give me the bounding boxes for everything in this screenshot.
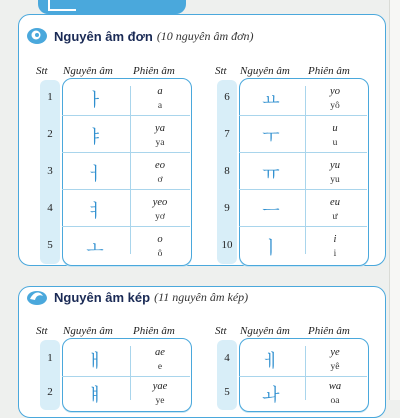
romanization: ae [155, 347, 165, 358]
romanization: eo [155, 160, 165, 171]
phonetic: yu [330, 175, 340, 185]
romanization: yu [330, 160, 340, 171]
row-divider [239, 226, 367, 227]
row-divider [239, 115, 367, 116]
vowel-letter: ㅣ [262, 238, 280, 259]
row-number: 5 [47, 239, 53, 251]
row-number: 2 [47, 386, 53, 398]
row-divider [62, 376, 190, 377]
row-number: 6 [224, 91, 230, 103]
vowel-letter: ㅛ [262, 90, 280, 111]
header-vowel: Nguyên âm [240, 65, 290, 77]
vowel-letter: ㅓ [86, 164, 104, 185]
vowel-letter: ㅕ [86, 201, 104, 222]
vowel-letter: ㅒ [86, 385, 104, 406]
romanization: ye [330, 347, 340, 358]
phonetic: ye [155, 396, 165, 406]
row-number: 4 [224, 352, 230, 364]
romanization: eu [330, 197, 340, 208]
vowel-letter: ㅜ [262, 127, 280, 148]
section2-title: Nguyên âm kép [54, 289, 151, 305]
vowel-letter: ㅏ [86, 90, 104, 111]
phonetic: yô [330, 101, 340, 111]
header-stt: Stt [36, 325, 48, 337]
header-stt: Stt [36, 65, 48, 77]
section1-header [26, 26, 254, 46]
row-divider [239, 152, 367, 153]
row-divider [62, 226, 190, 227]
romanization: i [333, 234, 337, 245]
row-number: 2 [47, 128, 53, 140]
row-number: 7 [224, 128, 230, 140]
section2-header [26, 287, 248, 307]
row-number: 4 [47, 202, 53, 214]
header-vowel: Nguyên âm [63, 325, 113, 337]
romanization: a [157, 86, 163, 97]
vowel-letter: ㅘ [262, 385, 280, 406]
wave-icon [26, 288, 48, 306]
page-edge [389, 0, 400, 400]
romanization: u [332, 123, 338, 134]
header-stt: Stt [215, 65, 227, 77]
header-pronunciation: Phiên âm [133, 325, 175, 337]
header-pronunciation: Phiên âm [133, 65, 175, 77]
romanization: wa [328, 381, 342, 392]
vowel-letter: ㅔ [262, 351, 280, 372]
row-divider [62, 115, 190, 116]
section1-title: Nguyên âm đơn [54, 28, 153, 44]
header-pronunciation: Phiên âm [308, 65, 350, 77]
romanization: ya [155, 123, 165, 134]
header-vowel: Nguyên âm [63, 65, 113, 77]
speech-bubble-icon [26, 27, 48, 45]
row-divider [62, 189, 190, 190]
row-divider [62, 152, 190, 153]
phonetic: i [333, 249, 337, 259]
header-vowel: Nguyên âm [240, 325, 290, 337]
phonetic: yơ [155, 212, 165, 222]
row-divider [239, 189, 367, 190]
romanization: yeo [152, 197, 168, 208]
vowel-letter: ㅐ [86, 351, 104, 372]
row-number: 3 [47, 165, 53, 177]
tab-glyph [48, 0, 76, 11]
phonetic: ư [332, 212, 338, 222]
phonetic: e [157, 362, 163, 372]
phonetic: u [332, 138, 338, 148]
row-divider [239, 376, 367, 377]
section2-subtitle: (11 nguyên âm kép) [154, 289, 249, 304]
chapter-tab [38, 0, 186, 14]
phonetic: ơ [157, 175, 163, 185]
vowel-letter: ㅗ [86, 238, 104, 259]
section1-subtitle: (10 nguyên âm đơn) [156, 28, 254, 43]
row-number: 5 [224, 386, 230, 398]
romanization: yo [330, 86, 340, 97]
header-pronunciation: Phiên âm [308, 325, 350, 337]
row-number: 8 [224, 165, 230, 177]
phonetic: ô [157, 249, 163, 259]
vowel-letter: ㅠ [262, 164, 280, 185]
header-stt: Stt [215, 325, 227, 337]
phonetic: ya [155, 138, 165, 148]
row-number: 1 [47, 91, 53, 103]
romanization: o [157, 234, 163, 245]
row-number: 10 [221, 239, 233, 251]
row-number: 1 [47, 352, 53, 364]
vowel-letter: ㅡ [262, 201, 280, 222]
phonetic: yê [330, 362, 340, 372]
vowel-letter: ㅑ [86, 127, 104, 148]
phonetic: a [157, 101, 163, 111]
phonetic: oa [330, 396, 340, 406]
row-number: 9 [224, 202, 230, 214]
romanization: yae [152, 381, 168, 392]
